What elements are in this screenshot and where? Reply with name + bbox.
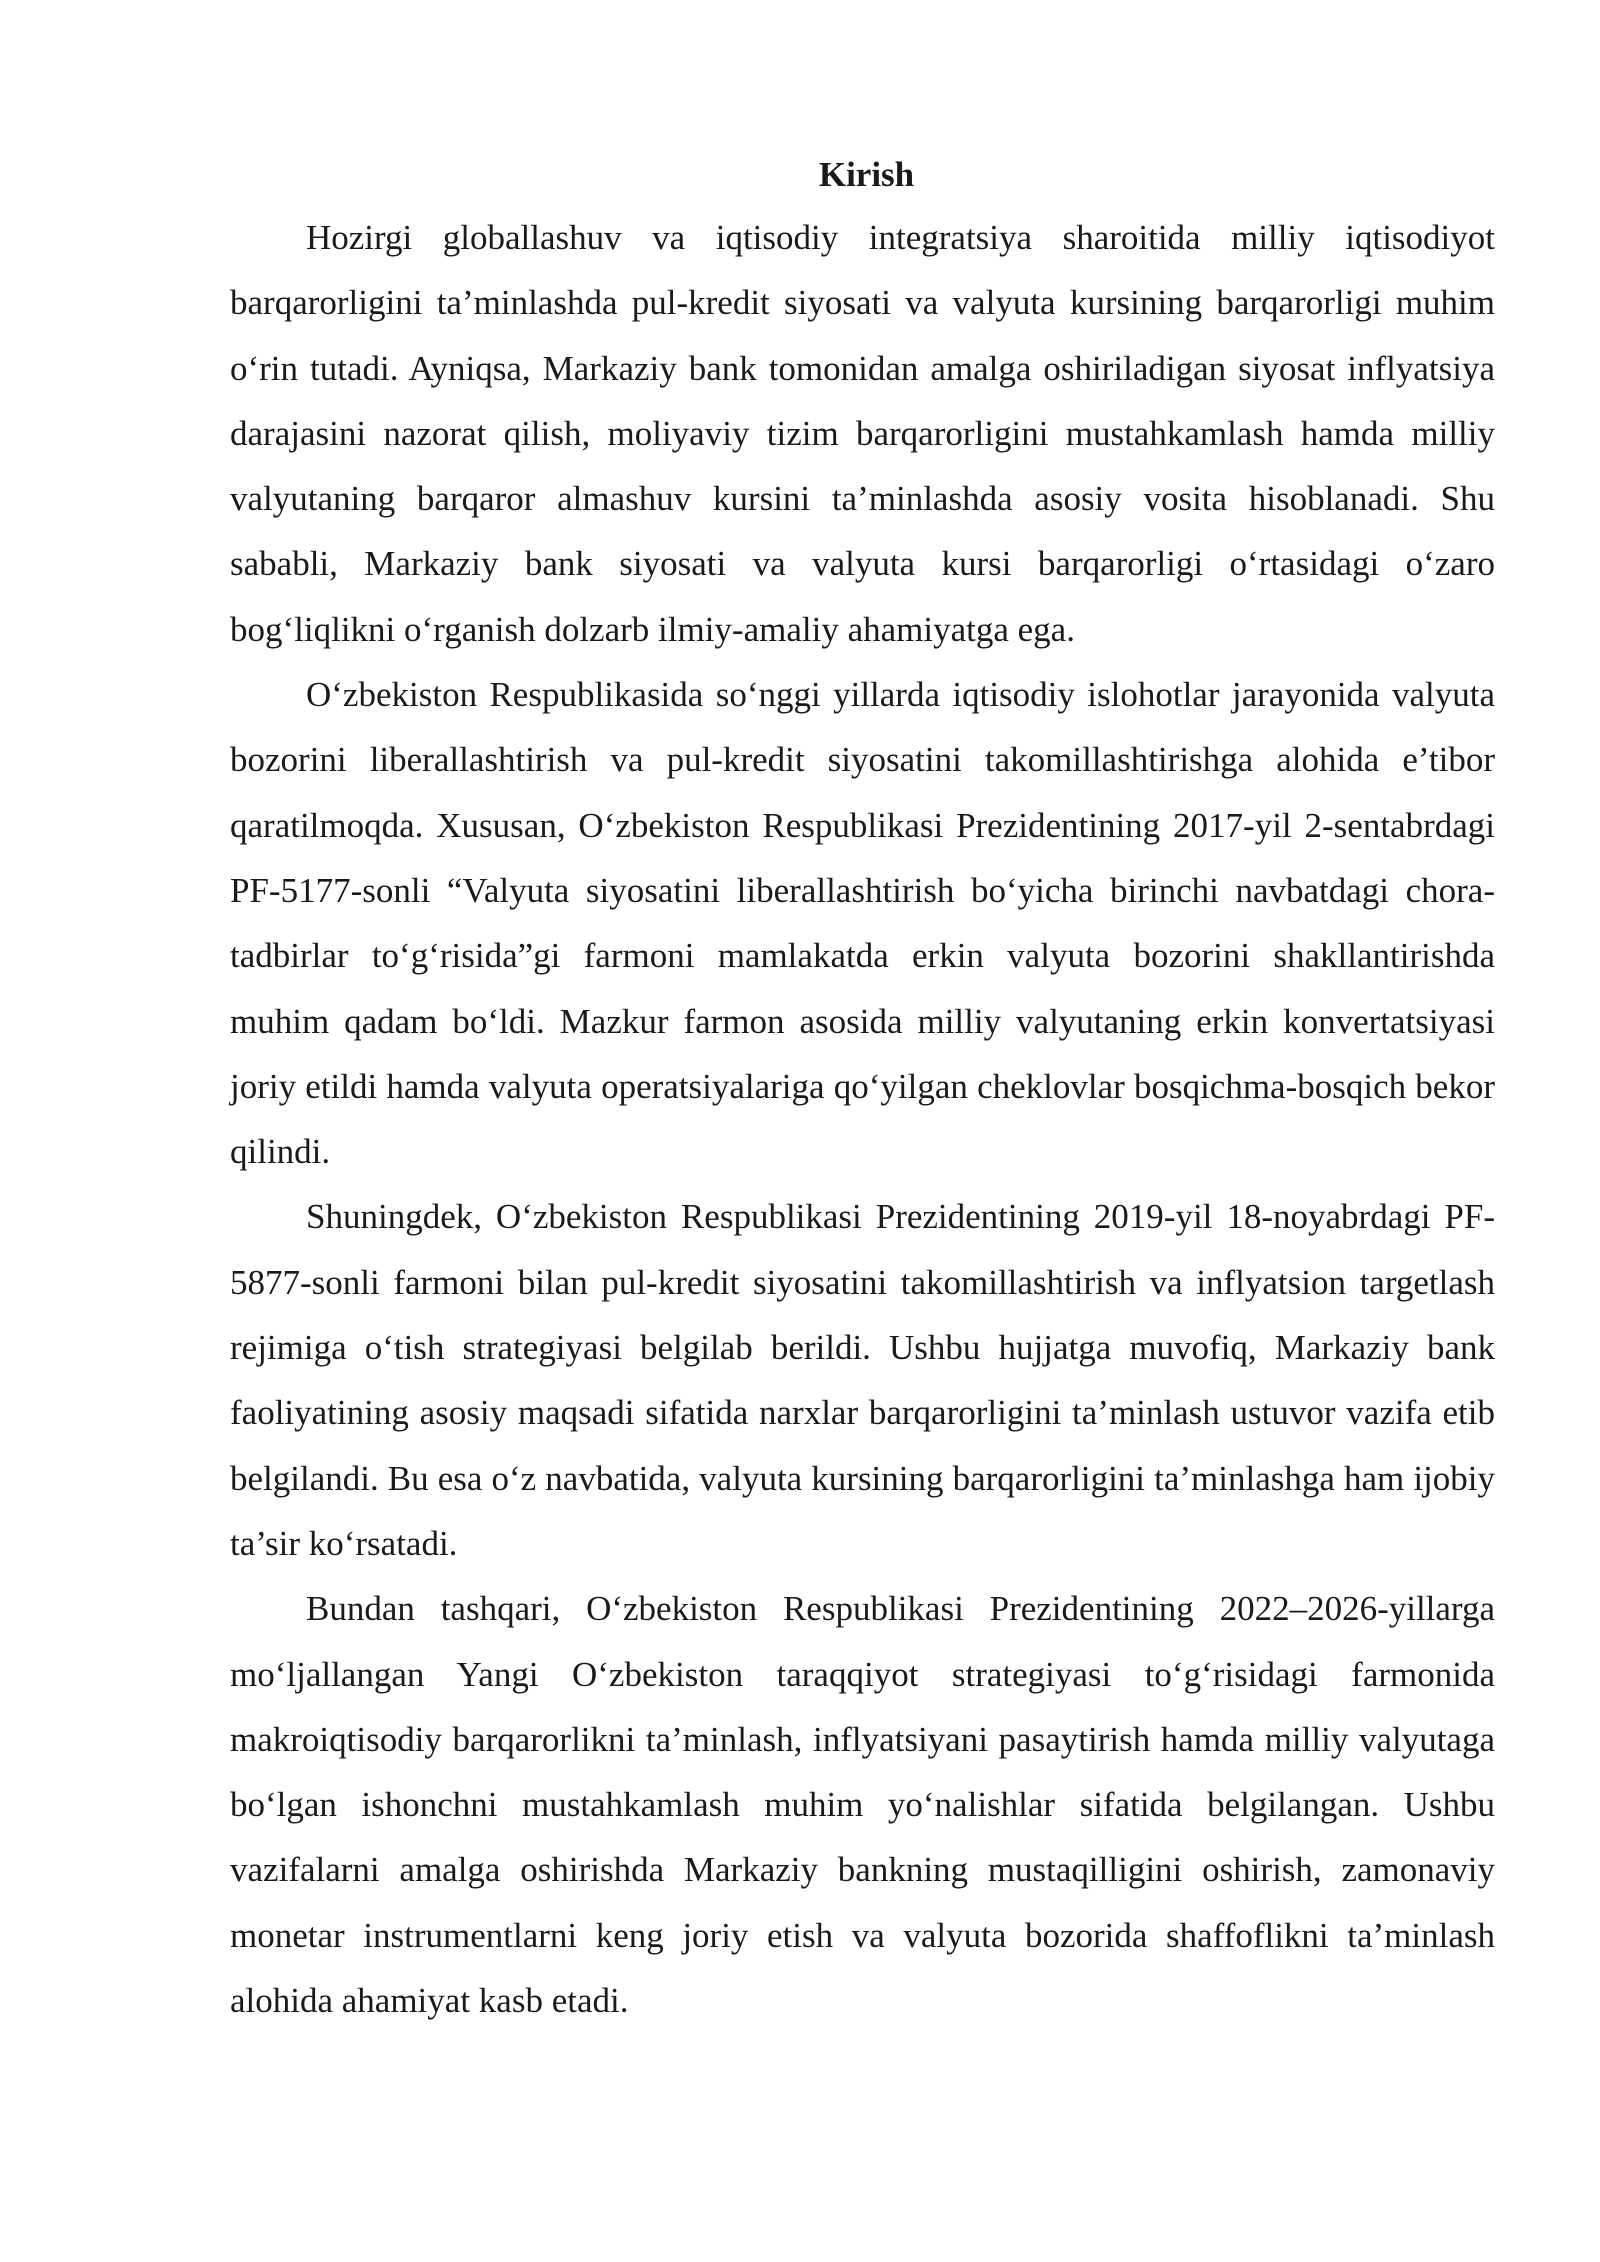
section-heading: Kirish xyxy=(818,155,915,194)
document-body xyxy=(230,145,1495,2033)
paragraph-liberalization: O‘zbekiston Respublikasida so‘nggi yillarda iqtisodiy islohotlar jarayonida valyuta bozorini liberallashtirish va pul-kredit siyosatini takomillashtirishga alohida e’tibor qaratilmoqda. Xususan, O‘zbekiston Respublikasi Prezidentining 2017-yil 2-sentabrdagi PF-5177-sonli “Valyuta siyosatini liberallashtirish bo‘yicha birinchi navbatdagi chora-tadbirlar to‘g‘risida”gi farmoni mamlakatda erkin valyuta bozorini shakllantirishda muhim qadam bo‘ldi. Mazkur farmon asosida milliy valyutaning erkin konvertatsiyasi joriy etildi hamda valyuta operatsiyalariga qo‘yilgan cheklovlar bosqichma-bosqich bekor qilindi. xyxy=(230,675,1495,1172)
paragraph-inflation-targeting: Shuningdek, O‘zbekiston Respublikasi Prezidentining 2019-yil 18-noyabrdagi PF-5877-sonli farmoni bilan pul-kredit siyosatini takomillashtirish va inflyatsion targetlash rejimiga o‘tish strategiyasi belgilab berildi. Ushbu hujjatga muvofiq, Markaziy bank faoliyatining asosiy maqsadi sifatida narxlar barqarorligini ta’minlash ustuvor vazifa etib belgilandi. Bu esa o‘z navbatida, valyuta kursining barqarorligini ta’minlashga ham ijobiy ta’sir ko‘rsatadi. xyxy=(230,1197,1495,1563)
paragraph-intro: Hozirgi globallashuv va iqtisodiy integratsiya sharoitida milliy iqtisodiyot barqarorligini ta’minlashda pul-kredit siyosati va valyuta kursining barqarorligi muhim o‘rin tutadi. Ayniqsa, Markaziy bank tomonidan amalga oshiriladigan siyosat inflyatsiya darajasini nazorat qilish, moliyaviy tizim barqarorligini mustahkamlash hamda milliy valyutaning barqaror almashuv kursini ta’minlashda asosiy vosita hisoblanadi. Shu sababli, Markaziy bank siyosati va valyuta kursi barqarorligi o‘rtasidagi o‘zaro bog‘liqlikni o‘rganish dolzarb ilmiy-amaliy ahamiyatga ega. xyxy=(230,218,1495,649)
paragraph-strategy: Bundan tashqari, O‘zbekiston Respublikasi Prezidentining 2022–2026-yillarga mo‘ljallangan Yangi O‘zbekiston taraqqiyot strategiyasi to‘g‘risidagi farmonida makroiqtisodiy barqarorlikni ta’minlash, inflyatsiyani pasaytirish hamda milliy valyutaga bo‘lgan ishonchni mustahkamlash muhim yo‘nalishlar sifatida belgilangan. Ushbu vazifalarni amalga oshirishda Markaziy bankning mustaqilligini oshirish, zamonaviy monetar instrumentlarni keng joriy etish va valyuta bozorida shaffoflikni ta’minlash alohida ahamiyat kasb etadi. xyxy=(230,1589,1495,2021)
